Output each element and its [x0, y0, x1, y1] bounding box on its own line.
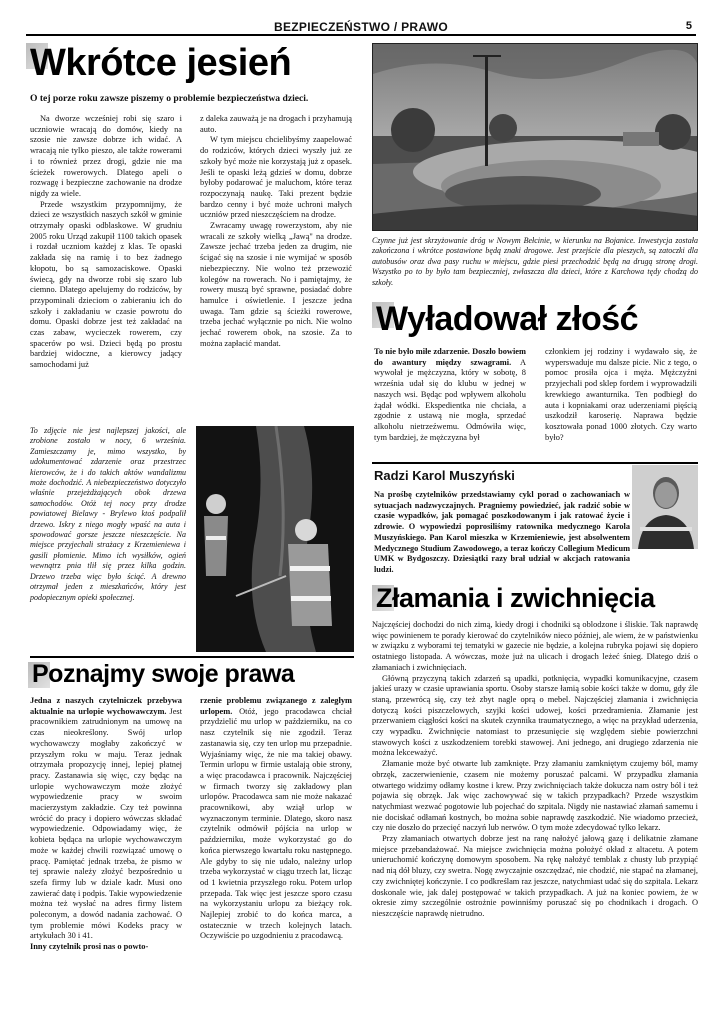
fire-caption: To zdjęcie nie jest najlepszej jakości, ale zrobione zostało w nocy, 6 września. Zamieszczamy je, mimo wszystko, by udokumentować zdarzenie oraz przestrzec kierowców, że i do takich aktów wandalizmu może dochodzić. A niebezpieczeństwo dotyczyło właśnie przejeżdżających obok drzewa samochodów. Otóż tej nocy przy drodze powiatowej Bielawy - Brylewo ktoś podpalił drzewo. Iskry z niego mogły wpaść na auta i spowodować gorsze jeszcze nieszczęście. Na miejsce przyjechali strażacy z Krzemieniewa i gasili płomienie. Mimo ich wysiłków, ogień wewnątrz pnia tlił się przez kilka godzin. Drzewo trzeba więc było ściąć. A drewno otrzymał jeden z mieszkańców, który jest podopiecznym opieki społecznej. — [30, 426, 186, 602]
paragraph: Jest pracownikiem zatrudnionym na umowę na czas nieokreślony. Swój urlop wychowawczy mogłaby zakończyć w przyszłym roku w maju. Teraz jednak otrzymała propozycję innej, lepiej płatnej pracy. Zastanawia się więc, czy będąc na urlopie wychowawczym może złożyć wypowiedzenie pracy w swoim macierzystym zakładzie. Czy też powinna wrócić do pracy i dopiero wówczas składać wypowiedzenie. Odpowiadamy więc, że kobieta będąca na urlopie wychowawczym może w każdej chwili rozwiązać umowę o pracę. Pamiętać jednak trzeba, że pismo w tej sprawie należy złożyć bezpośrednio u szefa firmy lub w dziale kadr. Musi ono zawierać datę i podpis. Takie wypowiedzenie można też wysłać na adres firmy listem poleconym, a dowód nadania zachować. O tym problemie mówi Kodeks pracy w artykułach 30 i 41. — [30, 706, 182, 941]
article-column-rights-2 — [200, 696, 352, 1002]
paragraph: W tym miejscu chcielibyśmy zaapelować do rodziców, których dzieci wyszły już ze szkoły być może nie korzystają już z opasek. Jeśli te opaski leżą gdzieś w domu, dobrze byłoby podarować je maluchom, które teraz rozpoczynają naukę. Taki prezent będzie bardzo cenny i być może uchroni małych uczniów przed nieszczęściem na drodze. — [200, 135, 352, 220]
paragraph: Przede wszystkim przypomnijmy, że dzieci ze wszystkich naszych szkół w gminie otrzymały opaski odblaskowe. W grudniu 2005 roku Urząd zakupił 1100 takich opasek i rozdał uczniom każdej z klas. Te opaski zakłada się na ramię i to bez żadnego kłopotu, bo są samozaciskowe. Opaski świecą, gdy na dworze robi się szaro lub ciemno. Dlatego apelujemy do rodziców, by przypominali dzieciom o zabieraniu ich do szkoły i zakładaniu w czasie powrotu do domu. Opaski dobrze jest też zakładać na czas zabaw, wycieczek rowerem, czy spacerów po wsi. Dzieci będą po prostu bardziej widoczne, a kierowcy jadący samochodami już — [30, 199, 182, 370]
paragraph: Na dworze wcześniej robi się szaro i uczniowie wracają do domów, kiedy na szosie nie zawsze dobrze ich widać. A wracają nie tylko pieszo, ale także rowerami i to również przez drogi, gdzie nie ma ścieżek rowerowych. Dlatego apeli o rozwagę i bezpieczne zachowanie na drodze nigdy za wiele. — [30, 114, 182, 198]
article-column-rights-1 — [30, 696, 182, 1002]
fire-photo — [196, 426, 354, 652]
firefighters-image — [196, 426, 354, 652]
paragraph: Przy złamaniach otwartych dobrze jest na ranę nałożyć jałową gazę i delikatnie złamane miejsce przebandażować. Na miejsce zwichnięcia można położyć okład z altacetu. A potem unieruchomić kończynę domowym sposobem. Na rękę nałożyć temblak z chusty lub przypiąć nad nią dół bluzy, czy swetra. Nogę zwyczajnie oszczędzać, nie chodzić, nie stąpać na złamanej, czy zwichniętej kończynie. I co podkreślam raz jeszcze, natychmiast udać się do szpitala. Lekarz doskonale wie, jak dalej postępować w takich przypadkach. A już na koniec powiem, że w okresie zimy szczególnie ostrożnie powinniśmy poruszać się po chodnikach i drogach. O nieszczęście naprawdę nietrudno. — [372, 834, 698, 918]
box-top-rule — [372, 462, 698, 464]
article-column-autumn-1 — [30, 114, 182, 416]
paragraph: Najczęściej dochodzi do nich zimą, kiedy drogi i chodniki są oblodzone i śliskie. Tak naprawdę więc powinienem te porady kierować do czytelników nieco później, ale wiem, że w państwienku w związku z wyborami tej tematyki w gazecie nie będzie, a kolejna rubryka pojawi się dopiero ostatniego listopada. A wówczas, może już na ulicach i drogach leżeć śnieg. Dlatego dziś o złamaniach i zwichnięciach. — [372, 620, 698, 672]
box-title: Radzi Karol Muszyński — [374, 468, 515, 483]
section-title: BEZPIECZEŃSTWO / PRAWO — [274, 20, 448, 34]
paragraph: z daleka zauważą je na drogach i przyhamują auto. — [200, 114, 352, 134]
page-header — [26, 20, 696, 36]
box-text: Na prośbę czytelników przedstawiamy cykl porad o zachowaniach w sytuacjach nadzwyczajnych. Pragniemy powiedzieć, jak radzić sobie w czasie wypadków, jak pomagać poszkodowanym i jak ratować życie i zdrowie. O wypowiedzi poprosiliśmy ratownika medycznego Karola Muszyńskiego. Pan Karol mieszka w Krzemieniewie, jest absolwentem Medycznego Studium Zawodowego, a teraz kończy Collegium Medicum UMK w Bydgoszczy. Dziesiątki razy brał udział w akcjach ratowania ludzi. — [374, 490, 630, 574]
page-number: 5 — [685, 20, 692, 32]
article-lead-anger: To nie było miłe zdarzenie. Doszło bowiem do awantury między szwagrami. — [374, 347, 526, 367]
article-title-rights: Poznajmy swoje prawa — [32, 660, 295, 688]
paragraph: Złamanie może być otwarte lub zamknięte. Przy złamaniu zamkniętym czujemy ból, mamy obrzęk, zaczerwienienie, czasem nie możemy poruszać palcami. W przypadku złamania otwartego widzimy odłamy kostne i krew. Przy zwichnięciach także dokucza nam ostry ból i też pojawia się obrzęk. Jak więc zachowywać się w takich przypadkach? Przede wszystkim natychmiast wezwać pogotowie lub pojechać do szpitala. Nigdy nie nastawiać złamań samemu i nie dociskać odłamań kostnych, bo można sobie naprawdę zaszkodzić. Nie wiadomo przecież, czy nie doszło do przecięć naczyń lub nerwów. O tym może zdecydować tylko lekarz. — [372, 759, 698, 833]
paragraph: Zwracamy uwagę rowerzystom, aby nie wracali ze szkoły wielką „Jawą" na drodze. Zawsze jechać trzeba jeden za drugim, nie ścigać się na szosie i nie wymijać w sposób niebezpieczny. Nie wolno też przewozić kolegów na rowerach. No i pamiętajmy, że rowery muszą być sprawne, posiadać dobre hamulce i oświetlenie. I jeszcze jedna uwaga. Tam gdzie są ścieżki rowerowe, trzeba jechać wyłącznie po nich. Nie wolno jechać rowerem obok, na szosie. Za to można zapłacić mandat. — [200, 221, 352, 348]
article-column-anger-1 — [374, 347, 526, 457]
paragraph-continuation: Inny czytelnik prosi nas o powto- — [30, 942, 149, 952]
paragraph: Otóż, jego pracodawca chciał przydzielić mu urlop w październiku, na co nasz czytelnik się nie zgodził. Teraz zastanawia się, czy ten urlop mu przepadnie. Wyjaśniamy więc, że nie ma takiej obawy. Termin urlopu w firmie ustalają obie strony, a więc pracodawca i pracownik. Najczęściej w firmach tworzy się zakładowy plan urlopów. Pracodawca sam nie może nakazać pracownikowi, aby wziął urlop w wyznaczonym terminie. Dlatego, skoro nasz czytelnik odmówił pójścia na urlop w październiku, może wykorzystać go do końca pierwszego kwartału roku następnego. Ale gdyby to się nie udało, należny urlop trzeba wykorzystać w ciągu trzech lat, licząc od 1 kwietnia przyszłego roku. Potem urlop przepada. Tak więc jest jeszcze sporo czasu na wykorzystaniu urlopu za bieżący rok. Najlepiej zrobić to do końca marca, a ostatecznie w trzech kolejnych latach. Oczywiście po uzgodnieniu z pracodawcą. — [200, 706, 352, 941]
article-column-anger-2: członkiem jej rodziny i wydawało się, że wyperswaduje mu dalsze picie. Nic z tego, o pomoc prosiła ojca i męża. Mężczyźni przyjechali pod sklep fordem i wyprowadzili krewkiego awanturnika. Ten podbiegł do auta i kopniakami oraz uderzeniami pięścią uszkodził karoserię. Naprawa będzie kosztowała ponad 1000 złotych. Czy warto było? — [545, 347, 697, 442]
roundabout-photo — [372, 43, 698, 231]
article-lead-rights-2: rzenie problemu związanego z zaległym urlopem. — [200, 696, 352, 716]
roundabout-image — [373, 44, 698, 231]
article-body-fractures — [372, 620, 698, 1006]
author-portrait — [632, 465, 698, 549]
article-column-autumn-2 — [200, 114, 352, 416]
article-title-fractures: Złamania i zwichnięcia — [376, 583, 655, 613]
article-lead-rights: Jedna z naszych czytelniczek przebywa aktualnie na urlopie wychowawczym. — [30, 696, 182, 716]
article-title-autumn: Wkrótce jesień — [30, 42, 292, 84]
paragraph: A wywołał je mężczyzna, który w sobotę, 8 września udał się do klubu w jednej w naszych wsi. Będąc pod wpływem alkoholu żądał wódki. Ekspedientka nie chciała, a zgodnie z ustawą nie mogła, sprzedać alkoholu nietrzeźwemu. Odmówiła więc, tym bardziej, że mężczyzna był — [374, 357, 526, 442]
roundabout-caption: Czynne już jest skrzyżowanie dróg w Nowym Bełcinie, w kierunku na Bojanice. Inwestycja została zakończona i wkrótce postawione będą znaki drogowe. Jest przejście dla pieszych, są zatoczki dla autobusów oraz dwa pasy ruchu w miejscu, gdzie piesi przechodzić będą na drugą stronę drogi. Wszystko po to by było tam bezpieczniej, zwłaszcza dla dzieci, które z Karchowa tędy chodzą do szkoły. — [372, 236, 698, 287]
avatar — [632, 465, 698, 549]
article-title-anger: Wyładował złość — [376, 300, 639, 338]
paragraph: Główną przyczyną takich zdarzeń są upadki, potknięcia, wypadki komunikacyjne, czasem jakieś urazy w czasie uprawiania sportu. Osoby starsze łamią sobie kości także w domu, gdy źle staną, przewrócą się, czy też zbyt nagle oprą o mebel. Najczęściej złamania i zwichnięcia dotyczą kości piszczelowych, szyjki kości udowej, kości przedramienia. Złamanie jest przerwaniem ciągłości kości na skutek czynnika traumatycznego, a więc na przykład uderzenia, czy wypadku. Zwichnięcie natomiast to przesunięcie się względem siebie powierzchni stawowych kości z uszkodzeniem torebki stawowej. Ani jednego, ani drugiego zdarzenia nie można lekceważyć. — [372, 673, 698, 758]
article-lead-autumn: O tej porze roku zawsze piszemy o problemie bezpieczeństwa dzieci. — [30, 93, 309, 104]
